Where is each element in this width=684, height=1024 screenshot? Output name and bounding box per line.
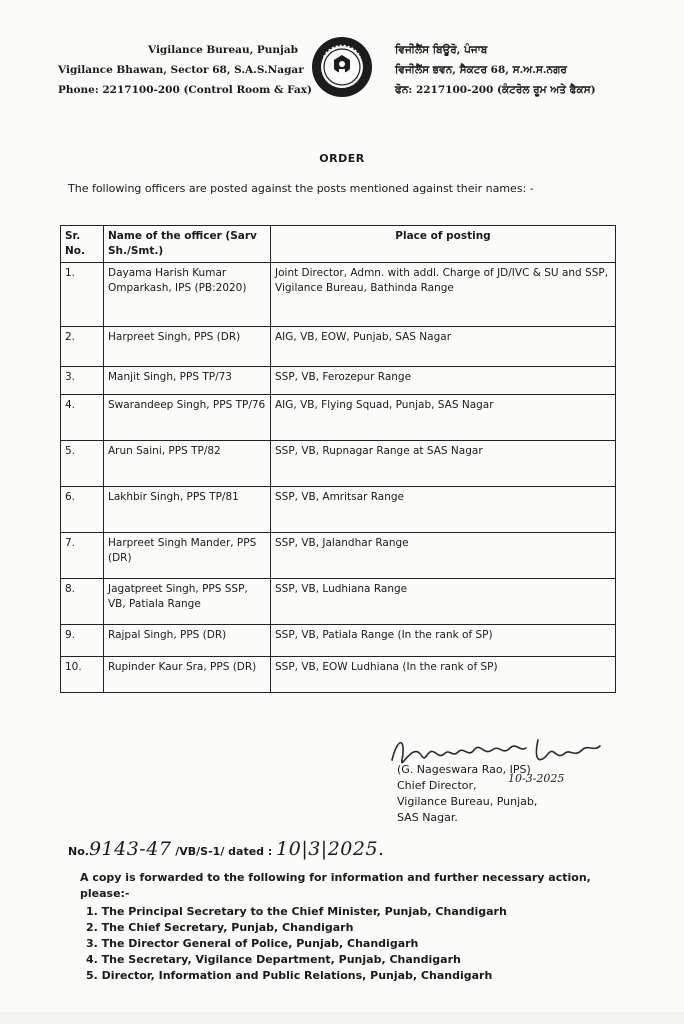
cell-place: Joint Director, Admn. with addl. Charge of JD/IVC & SU and SSP, Vigilance Bureau, Bathinda Range: [271, 263, 616, 327]
posting-table: [60, 225, 616, 693]
cell-name: Arun Saini, PPS TP/82: [104, 441, 271, 487]
cell-sr: 4.: [61, 395, 104, 441]
order-intro: The following officers are posted against the posts mentioned against their names: -: [68, 182, 534, 195]
list-item: 4. The Secretary, Vigilance Department, Punjab, Chandigarh: [86, 953, 461, 966]
list-item: 3. The Director General of Police, Punjab, Chandigarh: [86, 937, 419, 950]
signatory-place: SAS Nagar.: [397, 811, 458, 824]
cell-place: SSP, VB, Amritsar Range: [271, 487, 616, 533]
cell-sr: 3.: [61, 367, 104, 395]
table-row: [61, 441, 616, 487]
cell-name: Harpreet Singh, PPS (DR): [104, 327, 271, 367]
endorsement-line: [68, 838, 385, 860]
letterhead-en-line-1: Vigilance Bureau, Punjab: [147, 44, 298, 56]
signatory-designation: Chief Director,: [397, 779, 477, 792]
cell-sr: 9.: [61, 625, 104, 657]
cell-name: Dayama Harish Kumar Omparkash, IPS (PB:2020): [104, 263, 271, 327]
letterhead-pa-line-1: ਵਿਜੀਲੈਂਸ ਬਿਊਰੋ, ਪੰਜਾਬ: [395, 44, 488, 56]
cell-sr: 7.: [61, 533, 104, 579]
table-row: [61, 263, 616, 327]
cell-name: Lakhbir Singh, PPS TP/81: [104, 487, 271, 533]
table-row: [61, 533, 616, 579]
forward-intro: A copy is forwarded to the following for information and further necessary action, please:-: [80, 871, 591, 900]
cell-place: AIG, VB, EOW, Punjab, SAS Nagar: [271, 327, 616, 367]
vigilance-bureau-emblem-icon: [310, 35, 374, 99]
cell-place: SSP, VB, Rupnagar Range at SAS Nagar: [271, 441, 616, 487]
order-title: ORDER: [319, 152, 365, 165]
cell-name: Rupinder Kaur Sra, PPS (DR): [104, 657, 271, 693]
table-row: [61, 487, 616, 533]
list-item: 2. The Chief Secretary, Punjab, Chandigarh: [86, 921, 354, 934]
cell-place: SSP, VB, Patiala Range (In the rank of SP): [271, 625, 616, 657]
cell-name: Manjit Singh, PPS TP/73: [104, 367, 271, 395]
recipient-list: [86, 904, 507, 984]
table-row: [61, 395, 616, 441]
letterhead-en-line-3: Phone: 2217100-200 (Control Room & Fax): [58, 84, 312, 96]
header-sr-no: Sr. No.: [61, 226, 104, 263]
endorsement-mid: /VB/S-1/ dated :: [175, 845, 273, 858]
list-item: 5. Director, Information and Public Relations, Punjab, Chandigarh: [86, 969, 493, 982]
cell-place: SSP, VB, Ludhiana Range: [271, 579, 616, 625]
cell-name: Harpreet Singh Mander, PPS (DR): [104, 533, 271, 579]
table-row: [61, 367, 616, 395]
cell-place: AIG, VB, Flying Squad, Punjab, SAS Nagar: [271, 395, 616, 441]
cell-place: SSP, VB, EOW Ludhiana (In the rank of SP): [271, 657, 616, 693]
cell-name: Swarandeep Singh, PPS TP/76: [104, 395, 271, 441]
cell-sr: 6.: [61, 487, 104, 533]
table-row: [61, 327, 616, 367]
table-header-row: [61, 226, 616, 263]
list-item: 1. The Principal Secretary to the Chief Minister, Punjab, Chandigarh: [86, 905, 507, 918]
cell-place: SSP, VB, Jalandhar Range: [271, 533, 616, 579]
header-place-of-posting: Place of posting: [271, 226, 616, 263]
cell-sr: 8.: [61, 579, 104, 625]
letterhead-en-line-2: Vigilance Bhawan, Sector 68, S.A.S.Nagar: [58, 64, 304, 76]
letterhead-english: [58, 40, 312, 100]
endorsement-number: 9143-47: [88, 838, 172, 860]
signatory-name: (G. Nageswara Rao, IPS): [397, 763, 531, 776]
endorsement-prefix: No.: [68, 845, 89, 858]
table-row: [61, 625, 616, 657]
signatory-office: Vigilance Bureau, Punjab,: [397, 795, 538, 808]
cell-sr: 1.: [61, 263, 104, 327]
letterhead-pa-line-3: ਫੋਨ: 2217100-200 (ਕੰਟਰੋਲ ਰੂਮ ਅਤੇ ਫੈਕਸ): [395, 84, 596, 96]
table-row: [61, 657, 616, 693]
header-officer-name: Name of the officer (Sarv Sh./Smt.): [104, 226, 271, 263]
cell-place: SSP, VB, Ferozepur Range: [271, 367, 616, 395]
signature-date: 10-3-2025: [508, 772, 565, 785]
cell-sr: 5.: [61, 441, 104, 487]
cell-name: Jagatpreet Singh, PPS SSP, VB, Patiala Range: [104, 579, 271, 625]
cell-name: Rajpal Singh, PPS (DR): [104, 625, 271, 657]
cell-sr: 2.: [61, 327, 104, 367]
table-row: [61, 579, 616, 625]
letterhead-pa-line-2: ਵਿਜੀਲੈਂਸ ਭਵਨ, ਸੈਕਟਰ 68, ਸ.ਅ.ਸ.ਨਗਰ: [395, 64, 567, 76]
endorsement-date: 10|3|2025.: [276, 838, 385, 860]
cell-sr: 10.: [61, 657, 104, 693]
letterhead-punjabi: [395, 40, 635, 100]
